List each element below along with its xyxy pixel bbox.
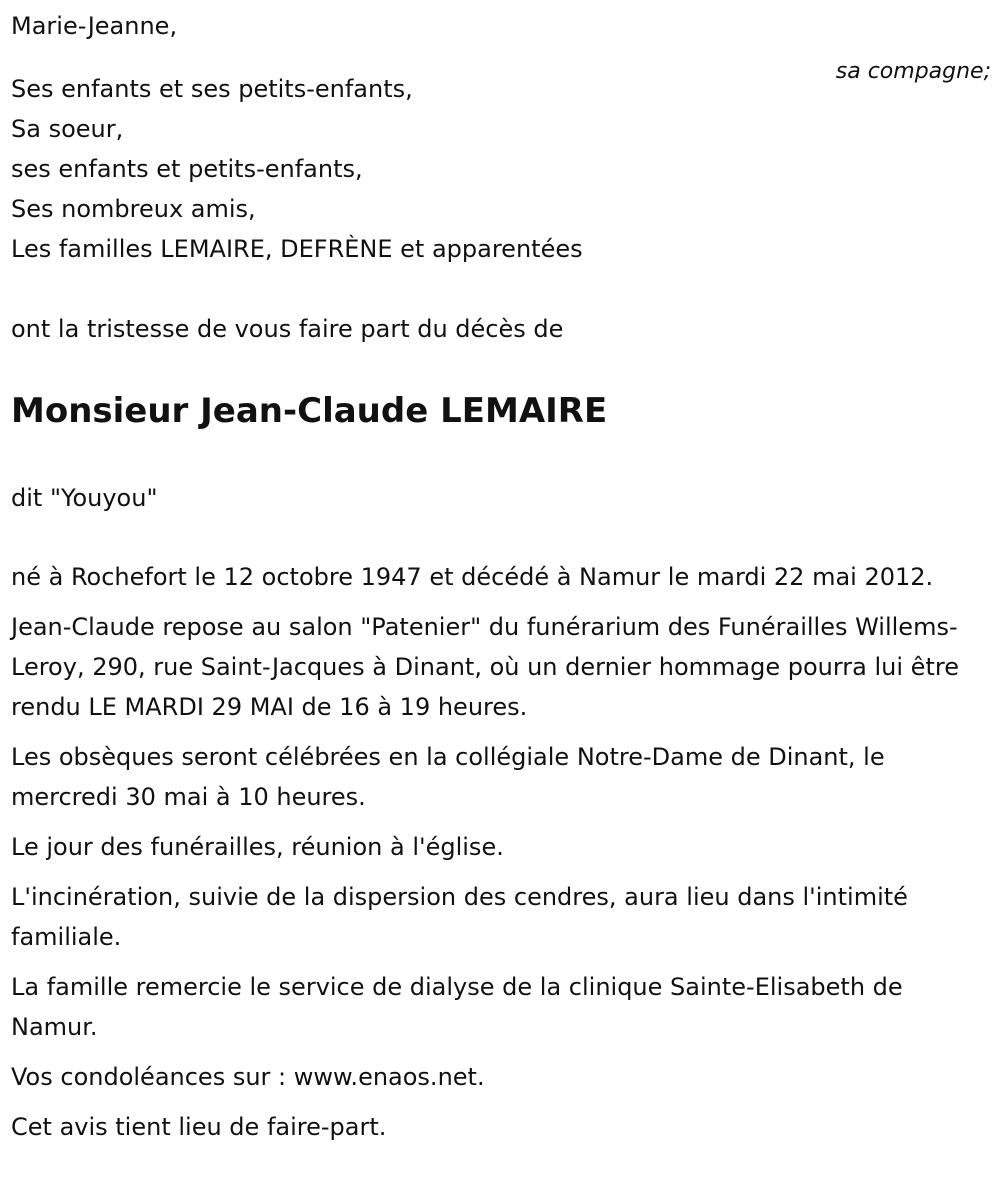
meeting-paragraph: Le jour des funérailles, réunion à l'église.	[11, 833, 504, 861]
deceased-name: Monsieur Jean-Claude LEMAIRE	[11, 391, 608, 431]
family-line: Ses enfants et ses petits-enfants,	[11, 75, 413, 103]
obituary-body	[11, 557, 991, 1157]
thanks-paragraph: La famille remercie le service de dialyse de la clinique Sainte-Elisabeth de Namur.	[11, 973, 903, 1041]
visitation-paragraph: Jean-Claude repose au salon "Patenier" du funérarium des Funérailles Willems-Leroy, 290, rue Saint-Jacques à Dinant, où un dernier hommage pourra lui être rendu LE MARDI 29 MAI de 16 à 19 heures.	[11, 613, 959, 721]
family-line: Sa soeur,	[11, 115, 124, 143]
family-line: Ses nombreux amis,	[11, 195, 256, 223]
deceased-nickname: dit "Youyou"	[11, 484, 158, 512]
announcement-text: ont la tristesse de vous faire part du décès de	[11, 315, 564, 343]
cremation-paragraph: L'incinération, suivie de la dispersion des cendres, aura lieu dans l'intimité familiale.	[11, 883, 908, 951]
birth-death-paragraph: né à Rochefort le 12 octobre 1947 et décédé à Namur le mardi 22 mai 2012.	[11, 563, 934, 591]
partner-role: sa compagne;	[835, 59, 991, 84]
funeral-paragraph: Les obsèques seront célébrées en la collégiale Notre-Dame de Dinant, le mercredi 30 mai à 10 heures.	[11, 743, 885, 811]
family-list	[11, 69, 583, 269]
family-line: Les familles LEMAIRE, DEFRÈNE et apparentées	[11, 235, 583, 263]
notice-paragraph: Cet avis tient lieu de faire-part.	[11, 1113, 387, 1141]
family-line: ses enfants et petits-enfants,	[11, 155, 363, 183]
partner-name: Marie-Jeanne,	[11, 12, 178, 40]
condolences-paragraph: Vos condoléances sur : www.enaos.net.	[11, 1063, 485, 1091]
